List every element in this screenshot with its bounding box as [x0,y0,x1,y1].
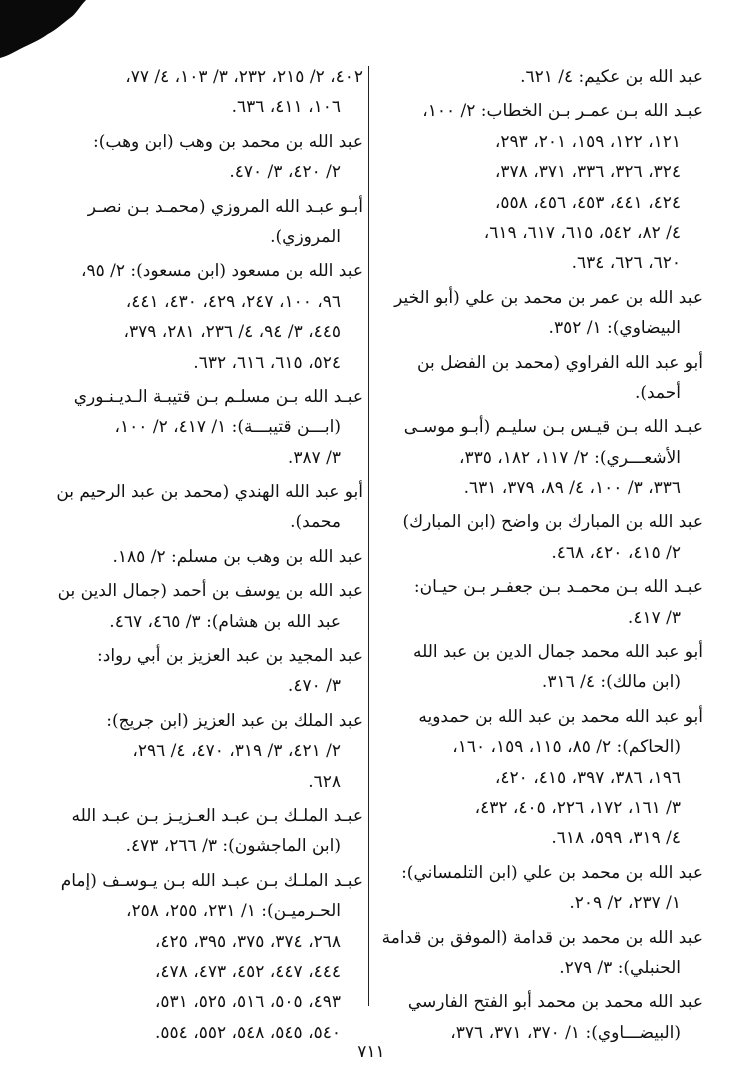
index-entry-heading: عبد الله محمد بن محمد أبو الفتح الفارسي [407,992,703,1013]
index-entry-heading: عبد المجيد بن عبد العزيز بن أبي رواد: [97,646,363,667]
index-entry-heading: عبـد الله بـن مسلـم بـن قتيبـة الـديـنـوري [73,386,363,407]
index-entry-heading: أبـو عبـد الله المروزي (محمـد بـن نصـر [87,196,363,217]
index-entry-heading: عبد الله بن محمد بن وهب (ابن وهب): [93,131,363,152]
index-entry-line: البيضاوي): ١/ ٣٥٢. [548,318,681,339]
index-entry [378,412,703,503]
index-entry-heading: عبد الله بن وهب بن مسلم: ٢/ ١٨٥. [112,546,363,567]
index-entry-heading: عبـد الملـك بـن عبـد العـزيـز بـن عبـد الله [71,805,363,826]
index-entry-heading: أبو عبد الله محمد جمال الدين بن عبد الله [412,642,703,663]
index-entry-heading: ٤٠٢، ٢/ ٢١٥، ٢٣٢، ٣/ ١٠٣، ٤/ ٧٧، [125,67,363,87]
index-entry-heading: عبد الملك بن عبد العزيز (ابن جريج): [106,710,363,731]
index-entry-line: ٤٩٣، ٥٠٥، ٥١٦، ٥٢٥، ٥٣١، [154,992,341,1013]
index-entry-heading: عبد الله بن عكيم: ٤/ ٦٢١. [520,67,703,87]
index-entry-line: محمد). [290,512,341,533]
index-entry-line: الحنبلي): ٣/ ٢٧٩. [559,957,681,978]
index-entry-line: (ابـــن قتيبـــة): ١/ ٤١٧، ٢/ ١٠٠، [114,417,341,438]
index-entry-line: الحـرميـن): ١/ ٢٣١، ٢٥٥، ٢٥٨، [126,901,341,922]
index-entry [378,96,703,278]
index-entry [38,62,363,123]
index-entry [378,572,703,633]
index-entry-line: ٣٣٦، ٣/ ١٠٠، ٤/ ٨٩، ٣٧٩، ٦٣١. [463,478,681,499]
index-entry-line: ٤/ ٨٢، ٥٤٢، ٦١٥، ٦١٧، ٦١٩، [483,222,681,243]
index-entry [378,507,703,568]
index-entry [38,641,363,702]
index-entry [378,987,703,1048]
index-entry-line: ١٢١، ١٢٢، ١٥٩، ٢٠١، ٢٩٣، [494,131,681,152]
index-entry-heading: أبو عبد الله الفراوي (محمد بن الفضل بن [417,352,703,373]
index-entry-line: ٢٦٨، ٣٧٤، ٣٧٥، ٣٩٥، ٤٢٥، [154,931,341,952]
index-entry-heading: عبد الله بن محمد بن علي (ابن التلمساني): [401,862,703,883]
index-entry-line: ٤/ ٣١٩، ٥٩٩، ٦١٨. [551,828,681,849]
index-entry-line: ٢/ ٤٢١، ٣/ ٣١٩، ٤٧٠، ٤/ ٢٩٦، [132,741,341,762]
index-entry [38,477,363,538]
index-entry-line: (ابن الماجشون): ٣/ ٢٦٦، ٤٧٣. [125,836,341,857]
index-entry [378,858,703,919]
index-entry [38,706,363,797]
index-entry-line: ٦٢٨. [308,771,341,792]
index-entry-line: (ابن مالك): ٤/ ٣١٦. [541,672,681,693]
index-entry [378,702,703,854]
index-entry [38,192,363,253]
index-entry-line: ٣/ ٤١٧. [627,607,681,628]
index-entry [378,283,703,344]
index-entry [38,866,363,1048]
index-entry [38,576,363,637]
index-entry-heading: عبد الله بن يوسف بن أحمد (جمال الدين بن [57,581,363,602]
index-entry-line: ٣٢٤، ٣٢٦، ٣٣٦، ٣٧١، ٣٧٨، [494,162,681,183]
index-entry-heading: عبد الله بن محمد بن قدامة (الموفق بن قدامة [381,927,703,948]
index-entry [378,637,703,698]
index-entry-heading: عبد الله بن مسعود (ابن مسعود): ٢/ ٩٥، [80,261,363,282]
page-number: ٧١١ [357,1042,385,1062]
index-entry [378,62,703,92]
index-entry-line: ١/ ٢٣٧، ٢/ ٢٠٩. [569,893,681,914]
index-entry-line: ٦٢٠، ٦٢٦، ٦٣٤. [571,253,681,274]
index-entry-line: ١٠٦، ٤١١، ٦٣٦. [231,97,341,118]
index-entry-line: عبد الله بن هشام): ٣/ ٤٦٥، ٤٦٧. [109,611,341,632]
index-entry [38,542,363,572]
index-entry-heading: عبـد الله بـن محمـد بـن جعفـر بـن حيـان: [413,577,703,598]
index-entry-line: أحمد). [634,382,681,403]
index-entry-line: ١٩٦، ٣٨٦، ٣٩٧، ٤١٥، ٤٢٠، [494,767,681,788]
index-entry-heading: عبـد الملـك بـن عبـد الله بـن يـوسـف (إمام [60,870,363,891]
index-column-right [378,62,703,1052]
index-entry-line: ٤٢٤، ٤٤١، ٤٥٣، ٤٥٦، ٥٥٨، [494,192,681,213]
index-entry-line: ٢/ ٤١٥، ٤٢٠، ٤٦٨. [551,542,681,563]
index-entry-line: (الحاكم): ٢/ ٨٥، ١١٥، ١٥٩، ١٦٠، [452,737,681,758]
index-entry [38,256,363,378]
index-entry [38,127,363,188]
index-entry [38,801,363,862]
index-entry-line: ٣/ ٤٧٠. [287,676,341,697]
index-entry-line: المروزي). [270,226,341,247]
index-entry-line: ٩٦، ١٠٠، ٢٤٧، ٤٢٩، ٤٣٠، ٤٤١، [125,291,341,312]
index-entry-line: ٤٤٤، ٤٤٧، ٤٥٢، ٤٧٣، ٤٧٨، [154,961,341,982]
index-entry-line: ٤٤٥، ٣/ ٩٤، ٤/ ٢٣٦، ٢٨١، ٣٧٩، [123,322,341,343]
column-divider [368,66,369,1006]
index-entry-heading: عبد الله بن عمر بن محمد بن علي (أبو الخير [394,287,703,308]
index-entry-heading: أبو عبد الله محمد بن عبد الله بن حمدويه [418,706,703,727]
index-entry [378,923,703,984]
index-entry-line: الأشعـــري): ٢/ ١١٧، ١٨٢، ٣٣٥، [458,447,681,468]
index-entry-line: ٥٤٠، ٥٤٥، ٥٤٨، ٥٥٢، ٥٥٤. [155,1022,341,1043]
index-entry-line: ٥٢٤، ٦١٥، ٦١٦، ٦٣٢. [193,352,341,373]
index-entry-heading: أبو عبد الله الهندي (محمد بن عبد الرحيم بن [56,482,363,503]
index-entry [38,382,363,473]
index-entry-heading: عبد الله بن المبارك بن واضح (ابن المبارك) [402,512,703,533]
scan-ink-blot [0,0,90,60]
index-entry-line: ٣/ ٣٨٧. [287,447,341,468]
index-entry-line: ٢/ ٤٢٠، ٣/ ٤٧٠. [229,162,341,183]
index-entry-heading: عبـد الله بـن عمـر بـن الخطاب: ٢/ ١٠٠، [422,101,703,122]
index-entry [378,348,703,409]
index-entry-line: ٣/ ١٦١، ١٧٢، ٢٢٦، ٤٠٥، ٤٣٢، [474,797,681,818]
index-entry-heading: عبـد الله بـن قيـس بـن سليـم (أبـو موسـى [403,417,703,438]
index-entry-line: (البيضـــاوي): ١/ ٣٧٠، ٣٧١، ٣٧٦، [450,1022,681,1043]
index-column-left [38,62,363,1052]
